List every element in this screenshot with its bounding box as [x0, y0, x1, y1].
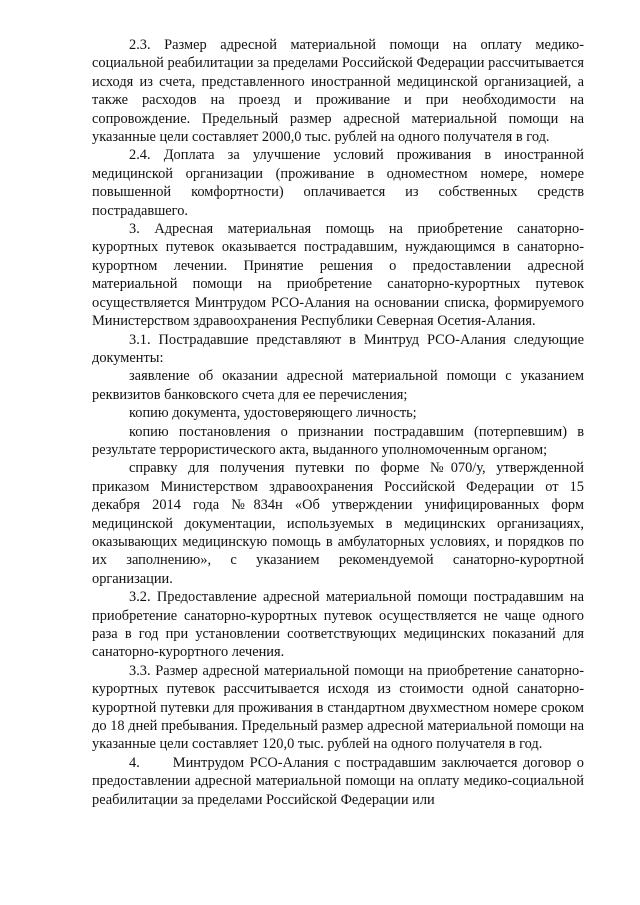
list-item-identity-document: копию документа, удостоверяющего личность; [129, 405, 417, 422]
list-item-medical-certificate: справку для получения путевки по форме №070/у, утвержденной приказом Министерством здравоохранения Российской Федерации от 15 декабря 2014 года №834н «Об утверждении унифицированных форм медицинской документации, используемых в медицинских организациях, оказывающих медицинскую помощь в амбулаторных условиях, и порядков по их заполнению», с указанием рекомендуемой санаторно-курортной организации. [92, 460, 584, 587]
paragraph-4: 4. Минтрудом РСО-Алания с пострадавшим заключается договор о предоставлении адресной материальной помощи на оплату медико-социальной реабилитации за пределами Российской Федерации или [92, 754, 588, 808]
list-item-victim-resolution: копию постановления о признании пострадавшим (потерпевшим) в результате террористического акта, выданного уполномоченным органом; [92, 423, 584, 458]
paragraph-3-1: 3.1. Пострадавшие представляют в Минтруд РСО-Алания следующие документы: [92, 331, 584, 366]
paragraph-3: 3. Адресная материальная помощь на приобретение санаторно-курортных путевок оказывается пострадавшим, нуждающимся в санаторно-курортном лечении. Принятие решения о предоставлении адресной материальной помощи на приобретение санаторно-курортных путевок осуществляется Минтрудом РСО-Алания на основании списка, формируемого Министерством здравоохранения Республики Северная Осетия-Алания. [92, 221, 584, 330]
paragraph-3-2: 3.2. Предоставление адресной материальной помощи пострадавшим на приобретение санаторно-курортных путевок осуществляется не чаще одного раза в год при установлении соответствующих медицинских показаний для санаторно-курортного лечения. [92, 589, 584, 661]
paragraph-2-4: 2.4. Доплата за улучшение условий проживания в иностранной медицинской организации (проживание в одноместном номере, номере повышенной комфортности) оплачивается из собственных средств пострадавшего. [92, 147, 584, 219]
list-item-application: заявление об оказании адресной материальной помощи с указанием реквизитов банковского счета для ее перечисления; [92, 368, 584, 403]
paragraph-2-3: 2.3. Размер адресной материальной помощи на оплату медико-социальной реабилитации за пределами Российской Федерации рассчитывается исходя из счета, представленного иностранной медицинской организацией, а также расходов на проезд и проживание и при необходимости на сопровождение. Предельный размер адресной материальной помощи на указанные цели составляет 2000,0 тыс. рублей на одного получателя в год. [92, 37, 584, 146]
paragraph-3-3: 3.3. Размер адресной материальной помощи на приобретение санаторно-курортных путевок рассчитывается исходя из стоимости одной санаторно-курортной путевки для проживания в стандартном двухместном номере сроком до 18 дней пребывания. Предельный размер адресной материальной помощи на указанные цели составляет 120,0 тыс. рублей на одного получателя в год. [92, 662, 584, 753]
